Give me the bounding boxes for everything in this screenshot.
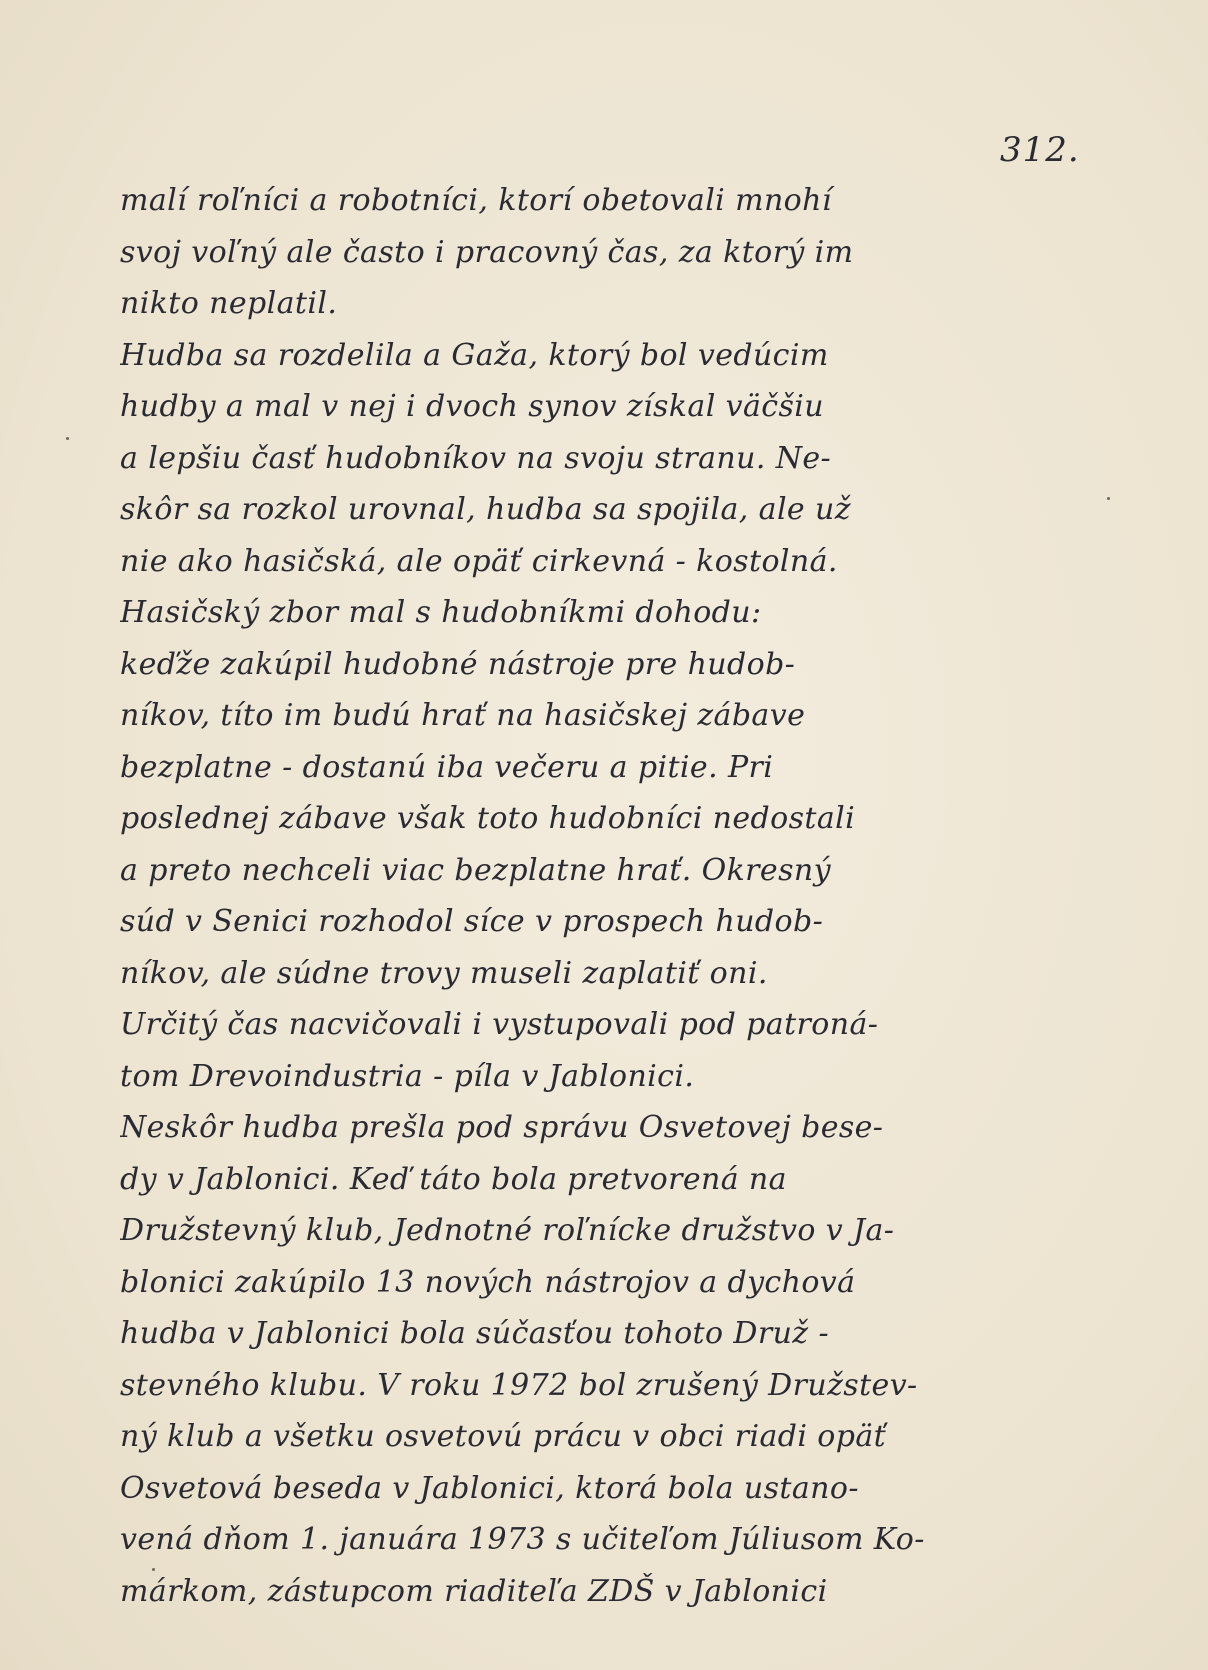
- text-line: níkov, ale súdne trovy museli zaplatiť oni.: [120, 955, 768, 991]
- text-line: Neskôr hudba prešla pod správu Osvetovej bese-: [120, 1110, 884, 1145]
- text-line: Družstevný klub, Jednotné roľnícke družstvo v Ja-: [120, 1213, 895, 1248]
- text-line: hudba v Jablonici bola súčasťou tohoto Druž -: [120, 1316, 829, 1351]
- text-line: súd v Senici rozhodol síce v prospech hudob-: [120, 904, 824, 939]
- text-line: Hasičský zbor mal s hudobníkmi dohodu:: [120, 595, 762, 630]
- paper-speck: [66, 437, 69, 440]
- text-line: níkov, títo im budú hrať na hasičskej zábave: [120, 698, 806, 733]
- text-line: ný klub a všetku osvetovú prácu v obci riadi opäť: [120, 1419, 887, 1454]
- text-line: a lepšiu časť hudobníkov na svoju stranu. Ne-: [120, 440, 832, 476]
- text-line: Osvetová beseda v Jablonici, ktorá bola ustano-: [120, 1470, 859, 1506]
- text-line: vená dňom 1. januára 1973 s učiteľom Júliusom Ko-: [120, 1522, 925, 1557]
- text-line: nikto neplatil.: [120, 286, 338, 321]
- text-line: keďže zakúpil hudobné nástroje pre hudob-: [120, 646, 796, 682]
- text-line: malí roľníci a robotníci, ktorí obetovali mnohí: [120, 183, 832, 218]
- text-line: dy v Jablonici. Keď táto bola pretvorená na: [120, 1161, 787, 1197]
- paper-speck: [1107, 497, 1110, 500]
- text-line: skôr sa rozkol urovnal, hudba sa spojila, ale už: [120, 492, 851, 527]
- handwritten-text-block: [120, 175, 1090, 1617]
- text-line: blonici zakúpilo 13 nových nástrojov a dychová: [120, 1264, 856, 1300]
- page-number: 312.: [1000, 130, 1080, 170]
- text-line: nie ako hasičská, ale opäť cirkevná - kostolná.: [120, 543, 838, 579]
- text-line: poslednej zábave však toto hudobníci nedostali: [120, 801, 856, 836]
- text-line: Určitý čas nacvičovali i vystupovali pod patroná-: [120, 1007, 879, 1042]
- text-line: a preto nechceli viac bezplatne hrať. Okresný: [120, 852, 831, 888]
- text-line: stevného klubu. V roku 1972 bol zrušený Družstev-: [120, 1367, 918, 1403]
- text-line: svoj voľný ale často i pracovný čas, za ktorý im: [120, 234, 854, 270]
- text-line: Hudba sa rozdelila a Gaža, ktorý bol vedúcim: [120, 337, 829, 373]
- text-line: márkom, zástupcom riaditeľa ZDŠ v Jablonici: [120, 1573, 828, 1609]
- text-line: tom Drevoindustria - píla v Jablonici.: [120, 1058, 695, 1094]
- text-line: hudby a mal v nej i dvoch synov získal väčšiu: [120, 389, 824, 424]
- text-line: bezplatne - dostanú iba večeru a pitie. Pri: [120, 749, 774, 785]
- paper-speck: [152, 1568, 155, 1571]
